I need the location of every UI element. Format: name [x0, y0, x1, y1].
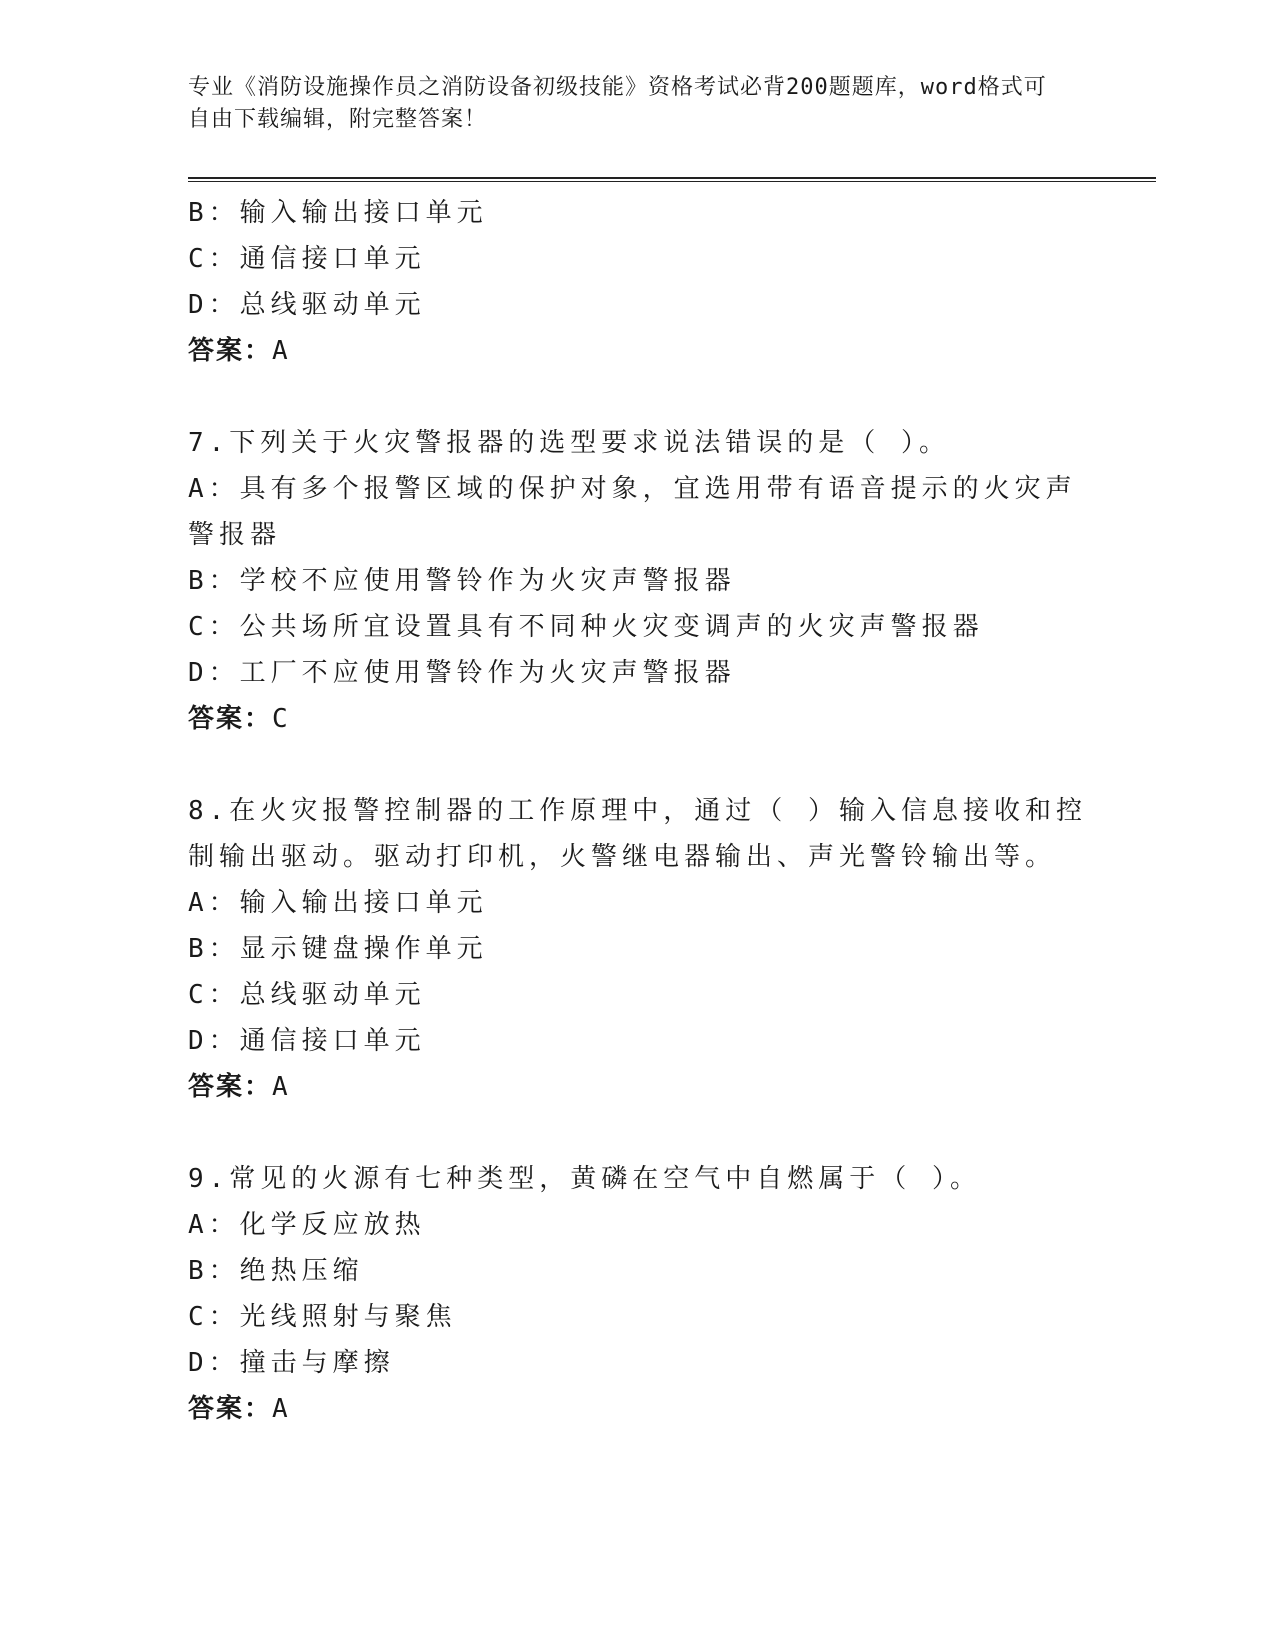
answer-label: 答案：: [188, 704, 273, 734]
option-d: D：撞击与摩擦: [188, 1348, 395, 1378]
option-b: B：输入输出接口单元: [188, 198, 488, 228]
option-a: A：化学反应放热: [188, 1210, 426, 1240]
answer-value: C: [272, 704, 290, 734]
option-a: A：输入输出接口单元: [188, 888, 488, 918]
document-body: [188, 190, 1088, 1432]
question-block-7: [188, 420, 1088, 742]
option-d: D：通信接口单元: [188, 1026, 426, 1056]
answer-line: [188, 1386, 1088, 1432]
document-header: 专业《消防设施操作员之消防设备初级技能》资格考试必背200题题库，word格式可自由下载编辑，附完整答案！: [188, 75, 1047, 132]
question-block-9: [188, 1156, 1088, 1432]
answer-label: 答案：: [188, 1394, 273, 1424]
answer-line: [188, 696, 1088, 742]
option-a: A：具有多个报警区域的保护对象，宜选用带有语音提示的火灾声警报器: [188, 474, 1077, 550]
option-b: B：显示键盘操作单元: [188, 934, 488, 964]
question-title: 8.在火灾报警控制器的工作原理中，通过（ ）输入信息接收和控制输出驱动。驱动打印机，火警继电器输出、声光警铃输出等。: [188, 796, 1087, 872]
question-block-8: [188, 788, 1088, 1110]
answer-value: A: [272, 1394, 290, 1424]
option-c: C：总线驱动单元: [188, 980, 426, 1010]
answer-value: A: [272, 336, 290, 366]
option-c: C：公共场所宜设置具有不同种火灾变调声的火灾声警报器: [188, 612, 984, 642]
option-b: B：绝热压缩: [188, 1256, 364, 1286]
answer-line: [188, 1064, 1088, 1110]
option-d: D：总线驱动单元: [188, 290, 426, 320]
answer-label: 答案：: [188, 1072, 273, 1102]
option-c: C：光线照射与聚焦: [188, 1302, 457, 1332]
question-block-6-continued: [188, 190, 1088, 374]
answer-label: 答案：: [188, 336, 273, 366]
option-b: B：学校不应使用警铃作为火灾声警报器: [188, 566, 736, 596]
answer-line: [188, 328, 1088, 374]
question-title: 9.常见的火源有七种类型，黄磷在空气中自燃属于（ ）。: [188, 1164, 981, 1194]
option-c: C：通信接口单元: [188, 244, 426, 274]
header-divider: [188, 177, 1156, 182]
answer-value: A: [272, 1072, 290, 1102]
question-title: 7.下列关于火灾警报器的选型要求说法错误的是（ ）。: [188, 428, 950, 458]
option-d: D：工厂不应使用警铃作为火灾声警报器: [188, 658, 736, 688]
